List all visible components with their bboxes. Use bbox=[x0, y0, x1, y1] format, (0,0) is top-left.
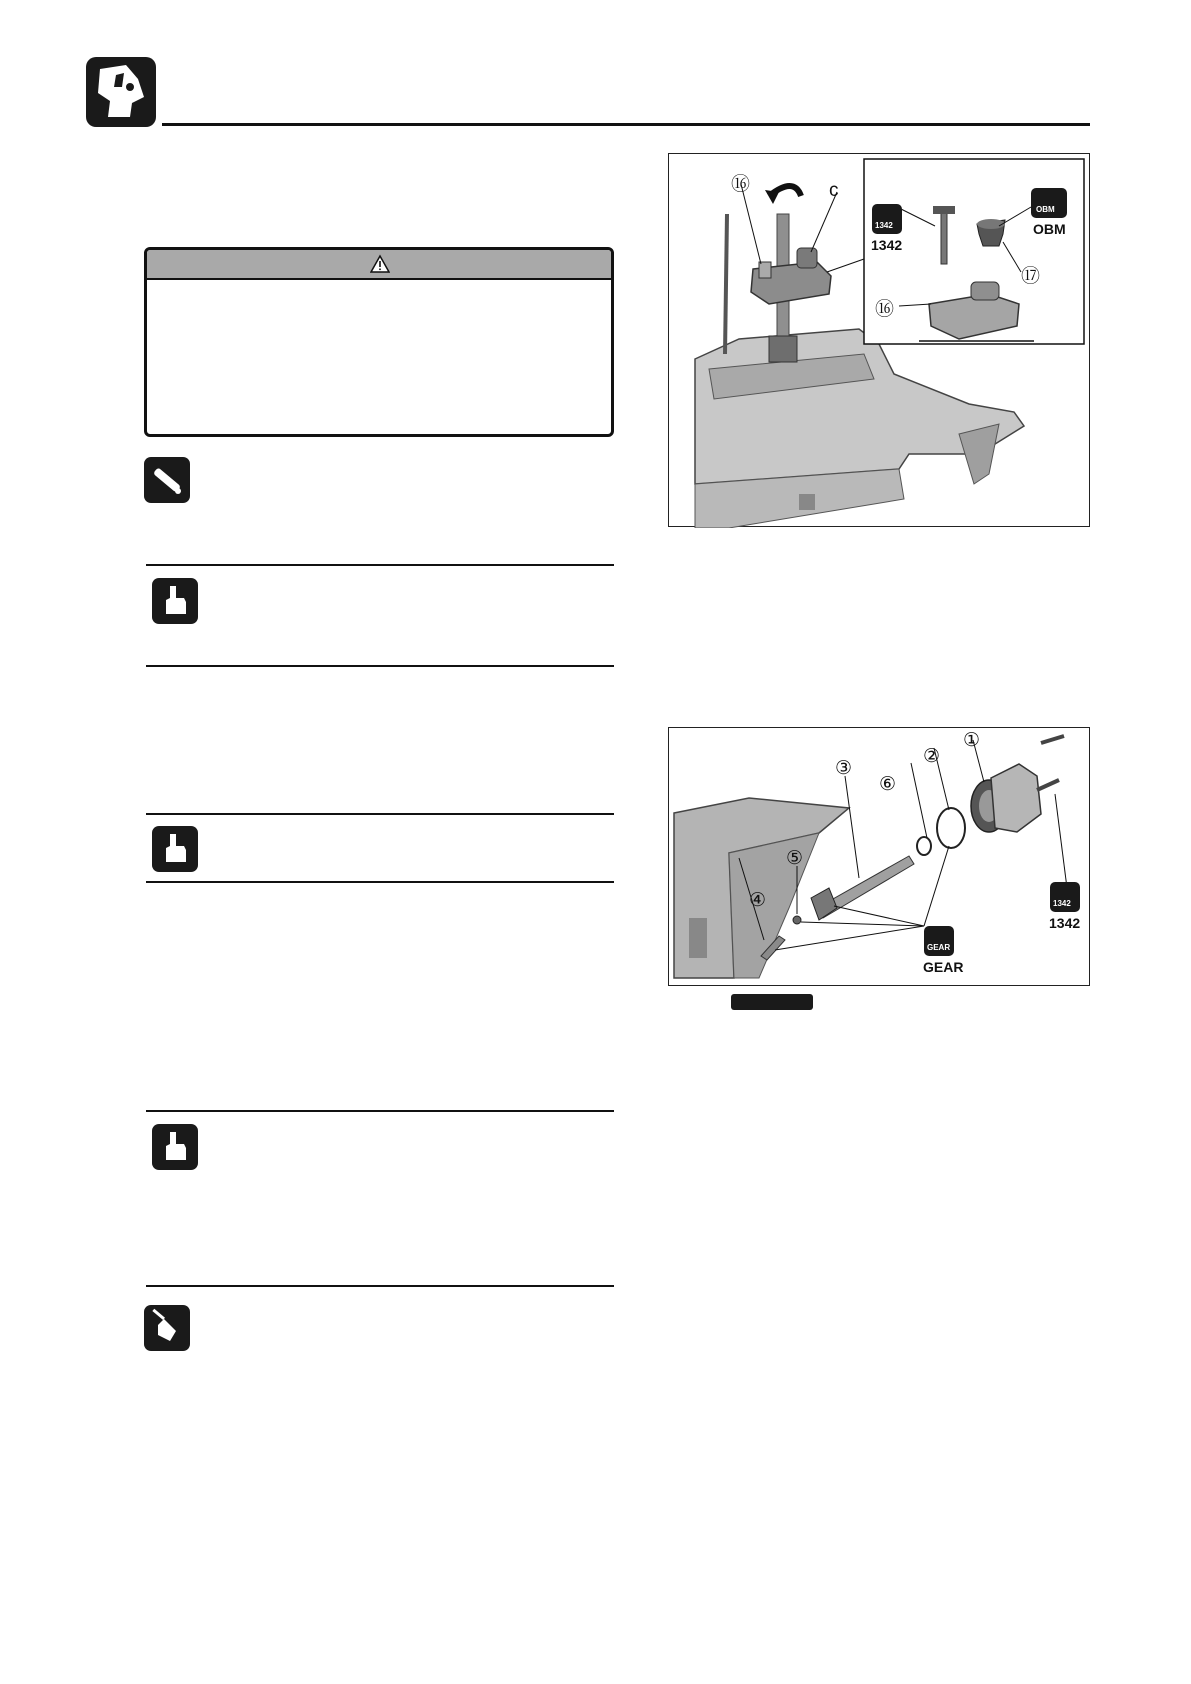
callout-16-inset: ⑯ bbox=[875, 299, 895, 320]
lubricant-icon bbox=[144, 1305, 190, 1351]
note-rule-bottom-1 bbox=[146, 665, 614, 667]
callout-17: ⑰ bbox=[1021, 266, 1041, 287]
callout-16: ⑯ bbox=[731, 174, 751, 195]
note-pointing-hand-icon bbox=[152, 578, 198, 624]
header-rule bbox=[162, 123, 1090, 126]
grease-obm-icon bbox=[1031, 188, 1067, 218]
badge-label-obm: OBM bbox=[1033, 221, 1066, 237]
badge-code-obm: OBM bbox=[1036, 205, 1055, 214]
note-rule-top-1 bbox=[146, 564, 614, 566]
badge-code-1342: 1342 bbox=[1053, 899, 1071, 908]
chapter-lower-unit-icon bbox=[86, 57, 156, 127]
warning-triangle-icon bbox=[370, 254, 390, 274]
warning-header-bar bbox=[147, 250, 611, 280]
note-rule-bottom-2 bbox=[146, 881, 614, 883]
callout-6: ⑥ bbox=[879, 774, 897, 795]
note-pointing-hand-icon bbox=[152, 1124, 198, 1170]
callout-c: c bbox=[829, 180, 839, 201]
figure-water-pump-housing bbox=[668, 153, 1090, 527]
badge-code-1342: 1342 bbox=[875, 221, 893, 230]
warning-box bbox=[144, 247, 614, 437]
callout-5: ⑤ bbox=[786, 848, 804, 869]
gear-oil-icon bbox=[924, 926, 954, 956]
badge-code-gear: GEAR bbox=[927, 943, 951, 952]
special-tool-icon bbox=[144, 457, 190, 503]
note-pointing-hand-icon bbox=[152, 826, 198, 872]
figure-pinion-assembly bbox=[668, 727, 1090, 986]
note-rule-bottom-3 bbox=[146, 1285, 614, 1287]
callout-2: ② bbox=[923, 746, 941, 767]
sealant-1342-icon bbox=[872, 204, 902, 234]
badge-label-gear: GEAR bbox=[923, 959, 964, 975]
note-rule-top-2 bbox=[146, 813, 614, 815]
badge-label-1342: 1342 bbox=[1049, 915, 1081, 931]
redacted-label-tag bbox=[731, 994, 813, 1010]
callout-4: ④ bbox=[749, 890, 767, 911]
note-rule-top-3 bbox=[146, 1110, 614, 1112]
sealant-1342-icon bbox=[1050, 882, 1080, 912]
badge-label-1342: 1342 bbox=[871, 237, 903, 253]
callout-3: ③ bbox=[835, 758, 853, 779]
callout-1: ① bbox=[963, 730, 981, 751]
